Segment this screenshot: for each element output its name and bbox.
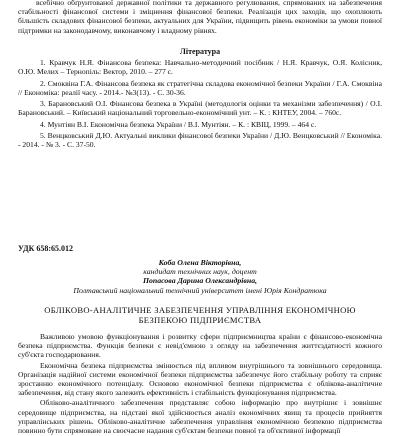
article-body xyxy=(18,332,382,436)
intro-paragraph: всебічно обґрунтованої державної політики та державного регулювання, спрямованих на забезпечення стабільності фінансової системи і зміцнення фінансової безпеки. Реалізація цих заходів, що охоплюють більшість складових фінансової безпеки, актуальних для України, підвищить рівень економіки за умови повної підтримки на законодавчому, виконавчому і владному рівнях. xyxy=(18,0,382,35)
references-list xyxy=(18,58,382,152)
article-title xyxy=(0,305,400,325)
reference-item: 2. Смоквіна Г.А. Фінансова безпека як стратегічна складова економічної безпеки України / Г.А. Смоквіна // Економіка: реалії часу. - 2014.- №3(13). - С. 30-36. xyxy=(18,78,382,97)
article-title-line: ОБЛІКОВО-АНАЛІТИЧНЕ ЗАБЕЗПЕЧЕННЯ УПРАВЛІННЯ ЕКОНОМІЧНОЮ xyxy=(44,305,356,315)
body-paragraph: Важливою умовою функціонування і розвитку сфери підприємництва країни є фінансово-економічна безпека підприємства. Функція безпеки є невід'ємною з огляду на забезпечення життєздатності кожного суб'єкта господарювання. xyxy=(18,332,382,360)
author-credentials: кандидат технічних наук, доцент xyxy=(143,267,257,277)
article-title-line: БЕЗПЕКОЮ ПІДПРИЄМСТВА xyxy=(138,315,262,325)
body-paragraph: Економічна безпека підприємства змінюється під впливом внутрішнього та зовнішнього середовища. Організація надійної системи економічної безпеки підприємства забезпечує його стабільну роботу та сприяє зростанню економічного потенціалу. Основою економічної безпеки підприємства є облікова-аналітичне забезпечення, від стану якого залежить ефективність і стабільність функціонування підприємства. xyxy=(18,360,382,398)
udk-code: УДК 658:65.012 xyxy=(18,244,74,253)
reference-item: 3. Барановський О.І. Фінансова безпека в Україні (методологія оцінки та механізми забезпечення) / О.І. Барановський. – Київський національний торговельно-економічний унт. – К. : КНТЕУ, 2004. – 760с. xyxy=(18,99,382,118)
author-institution: Полтавський національний технічний університет імені Юрія Кондратюка xyxy=(73,285,327,295)
reference-item: 1. Кравчук Н.Я. Фінансова безпека: Навчально-методичний посібник / Н.Я. Кравчук, О.Я. Колісник, О.Ю. Мелих – Тернопіль: Вектор, 2010. – 277 с. xyxy=(18,58,382,77)
author-name: Попасова Дарина Олександрівна, xyxy=(142,276,258,286)
body-paragraph: Обліково-аналітичного забезпечення представляє собою інформацію про внутрішнє і зовнішнє середовище підприємства, на підставі якої здійснюється аналіз економічних явищ та процесів прийняття управлінських рішень. Обліково-аналітичне забезпечення управління економічною безпекою підприємства повинно бути спрямоване на своєчасне надання суб'єктам безпеки повної та об'єктивної інформації xyxy=(18,398,382,436)
references-heading: Література xyxy=(179,47,221,56)
reference-item: 4. Мунтіян В.І. Економічна безпека України / В.І. Мунтіян. – К. : КВІЦ, 1999. – 464 с. xyxy=(40,119,317,129)
reference-item: 5. Венцковський Д.Ю. Актуальні виклики фінансової безпеки України / Д.Ю. Венцковський // Економіка. - 2014. - № 3. - С. 37-50. xyxy=(18,131,382,150)
author-name: Коба Олена Вікторівна, xyxy=(158,258,242,267)
authors-block xyxy=(0,258,400,295)
